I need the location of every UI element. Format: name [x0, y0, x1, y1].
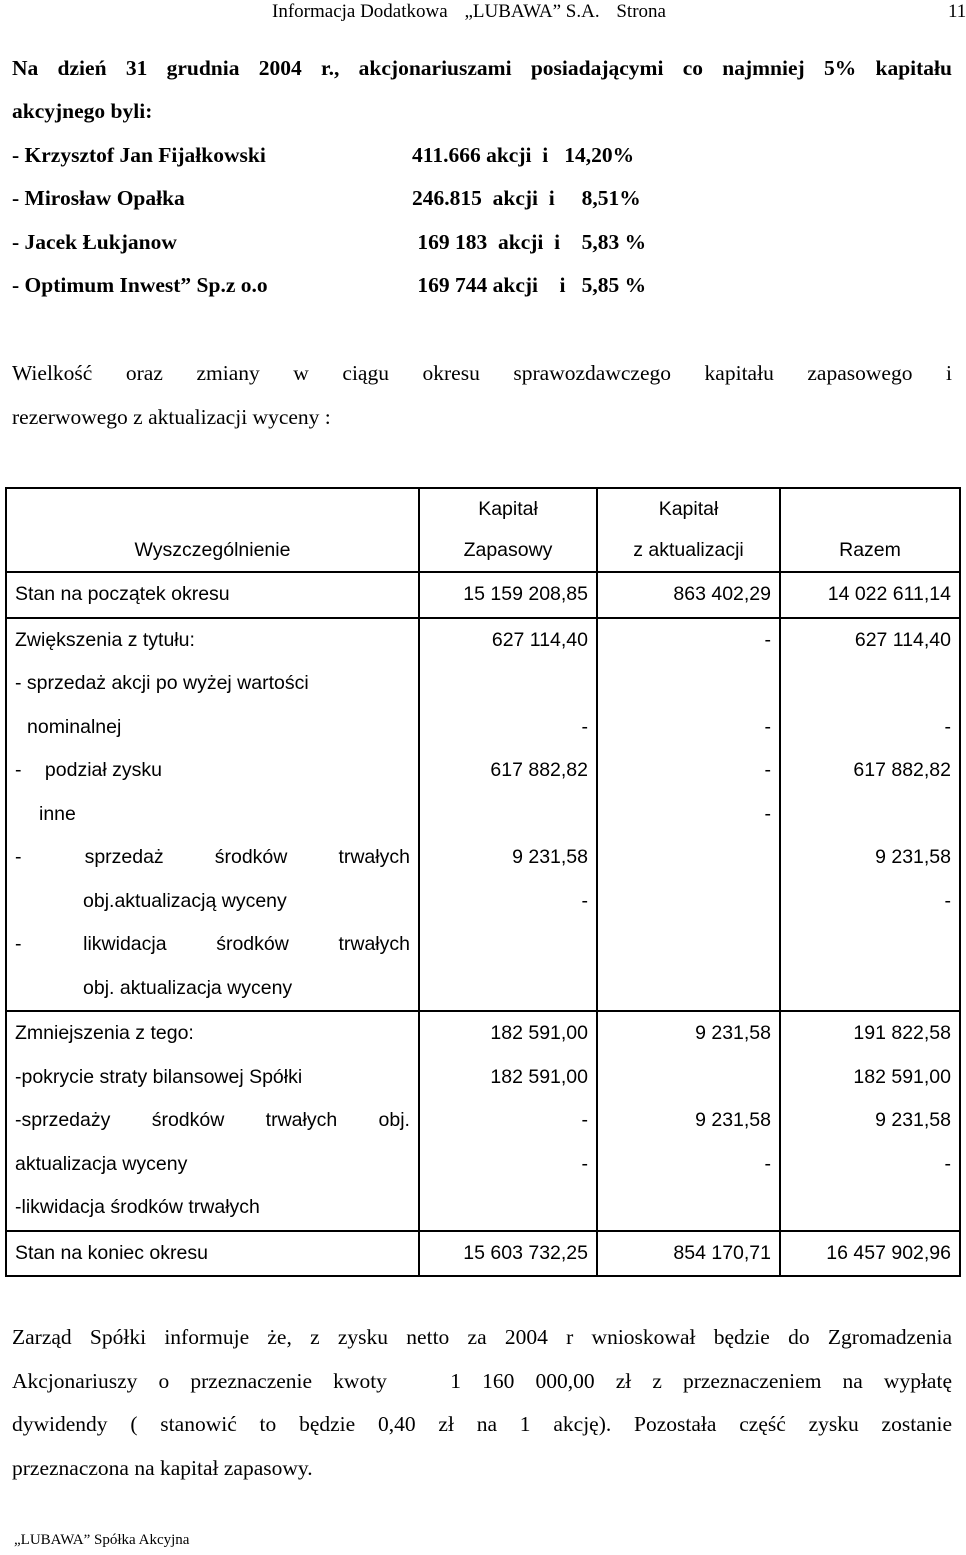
dividend-line2: Akcjonariuszy o przeznaczenie kwoty 1 160 000,00 zł z przeznaczeniem na wypłatę: [12, 1369, 952, 1393]
cell-value: 191 822,58: [853, 1022, 951, 1044]
shareholder-name: - Jacek Łukjanow: [12, 230, 177, 254]
cell-value: 617 882,82: [490, 759, 588, 781]
cell-value: 182 591,00: [490, 1065, 588, 1088]
row-label: inne: [39, 802, 76, 825]
table-row-decrease: [6, 1011, 960, 1231]
row-label: - sprzedaż akcji po wyżej wartości: [15, 672, 309, 694]
word: obj.: [378, 1109, 410, 1131]
word: sprzedaż: [84, 846, 164, 868]
row-label: podział zysku: [44, 759, 162, 781]
word: trwałych: [338, 933, 410, 955]
cell-value: -: [764, 759, 771, 781]
shareholders-intro-line1: Na dzień 31 grudnia 2004 r., akcjonariuszami posiadającymi co najmniej 5% kapitału: [12, 56, 952, 80]
cell-value: -: [944, 715, 951, 738]
cell-value: -: [581, 889, 588, 912]
cell-value: 182 591,00: [853, 1065, 951, 1088]
table-row-end: [6, 1231, 960, 1277]
row-label-profit: [15, 749, 410, 793]
row-label: aktualizacja wyceny: [15, 1152, 188, 1175]
cell-value: 16 457 902,96: [826, 1241, 951, 1264]
cell-value: 863 402,29: [673, 583, 771, 605]
page-header: [272, 0, 966, 30]
cell-value: -: [764, 715, 771, 738]
word: likwidacja: [83, 933, 167, 955]
column-header-description: Wyszczególnienie: [134, 539, 291, 561]
shareholder-name: - Mirosław Opałka: [12, 186, 185, 210]
header-doc-title: Informacja Dodatkowa: [272, 1, 448, 22]
dividend-line4: przeznaczona na kapitał zapasowy.: [12, 1456, 313, 1480]
row-label: Stan na koniec okresu: [15, 1241, 208, 1264]
cell-value: 9 231,58: [695, 1109, 771, 1131]
row-label-liquidation: [15, 923, 410, 967]
cell-value: -: [764, 628, 771, 651]
row-label: obj.aktualizacją wyceny: [83, 889, 287, 912]
column-header-reserve-top: Kapitał: [478, 498, 538, 520]
capital-table: [5, 487, 961, 1277]
word: środków: [214, 846, 288, 868]
column-header-revaluation-bottom: z aktualizacji: [633, 539, 744, 561]
header-page-label: Strona: [616, 1, 666, 22]
column-header-total: Razem: [839, 539, 901, 561]
row-label: obj. aktualizacja wyceny: [83, 976, 293, 999]
table-row-increase: [6, 618, 960, 1012]
row-label-sale: [15, 1099, 410, 1143]
table-header-row: [6, 488, 960, 572]
row-label: Stan na początek okresu: [15, 583, 230, 605]
cell-value: 627 114,40: [854, 628, 951, 651]
word: trwałych: [265, 1109, 338, 1131]
row-label: nominalnej: [27, 715, 122, 738]
cell-value: 627 114,40: [491, 628, 588, 651]
capital-intro-line2: rezerwowego z aktualizacji wyceny :: [12, 405, 331, 429]
dash: -: [15, 759, 22, 781]
shareholders-intro-line2: akcyjnego byli:: [12, 99, 153, 123]
header-company: „LUBAWA” S.A.: [464, 1, 600, 22]
cell-value: -: [944, 1152, 951, 1175]
dividend-line3: dywidendy ( stanowić to będzie 0,40 zł na 1 akcję). Pozostała część zysku zostanie: [12, 1412, 952, 1436]
cell-value: 9 231,58: [875, 846, 951, 868]
cell-value: -: [764, 1152, 771, 1175]
shareholder-name: - Optimum Inwest” Sp.z o.o: [12, 273, 268, 297]
shareholder-shares: 169 744 akcji i 5,85 %: [412, 273, 647, 297]
cell-value: 617 882,82: [853, 759, 951, 781]
word: -sprzedaży: [15, 1109, 111, 1131]
cell-value: 9 231,58: [695, 1022, 771, 1044]
dividend-line1: Zarząd Spółki informuje że, z zysku netto za 2004 r wnioskował będzie do Zgromadzenia: [12, 1325, 952, 1349]
row-label-sale-assets: [15, 836, 410, 880]
shareholder-shares: 411.666 akcji i 14,20%: [412, 143, 635, 167]
row-label: Zwiększenia z tytułu:: [15, 628, 195, 651]
word: trwałych: [338, 846, 410, 868]
shareholder-shares: 246.815 akcji i 8,51%: [412, 186, 641, 210]
row-label: -likwidacja środków trwałych: [15, 1196, 260, 1218]
capital-intro-line1: Wielkość oraz zmiany w ciągu okresu sprawozdawczego kapitału zapasowego i: [12, 361, 952, 385]
cell-value: -: [581, 1152, 588, 1175]
shareholder-shares: 169 183 akcji i 5,83 %: [412, 230, 647, 254]
word: środków: [151, 1109, 225, 1131]
cell-value: 15 603 732,25: [463, 1241, 588, 1264]
column-header-revaluation-top: Kapitał: [658, 498, 719, 520]
table-row-start: [6, 572, 960, 618]
cell-value: -: [581, 715, 588, 738]
word: środków: [216, 933, 289, 955]
cell-value: -: [581, 1109, 588, 1131]
column-header-reserve-bottom: Zapasowy: [463, 539, 553, 561]
dash: -: [15, 846, 22, 868]
cell-value: 182 591,00: [490, 1022, 588, 1044]
header-page-number: 11: [948, 1, 966, 22]
cell-value: -: [764, 802, 771, 825]
cell-value: 15 159 208,85: [463, 583, 588, 605]
row-label: Zmniejszenia z tego:: [15, 1022, 194, 1044]
cell-value: 9 231,58: [512, 846, 588, 868]
page-footer: „LUBAWA” Spółka Akcyjna: [14, 1532, 190, 1548]
cell-value: -: [944, 889, 951, 912]
shareholder-name: - Krzysztof Jan Fijałkowski: [12, 143, 266, 167]
row-label: -pokrycie straty bilansowej Spółki: [15, 1065, 303, 1088]
cell-value: 14 022 611,14: [827, 583, 951, 605]
cell-value: 9 231,58: [875, 1109, 951, 1131]
cell-value: 854 170,71: [673, 1241, 771, 1264]
dash: -: [15, 933, 22, 955]
